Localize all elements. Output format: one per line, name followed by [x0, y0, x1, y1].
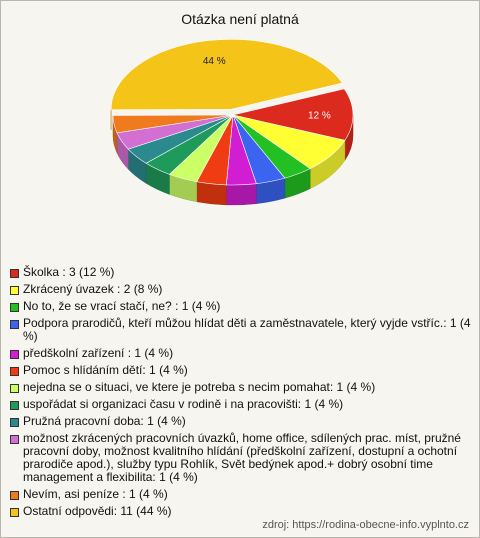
legend-item — [10, 283, 472, 296]
legend-swatch — [10, 508, 19, 517]
legend-label: předškolní zařízení : 1 (4 %) — [23, 346, 174, 360]
legend-item — [10, 381, 472, 394]
legend-swatch — [10, 269, 19, 278]
pie-percent-label: 12 % — [307, 110, 331, 122]
legend-label: možnost zkrácených pracovních úvazků, home office, sdílených prac. míst, pružné pracovní doby, možnost kvalitního hlídání (předškolní zařízení, dostupní a ochotní prarodiče apod.), služby typu Rohlík, Svět bedýnek apod.+ dobrý osobní time management a flexibilita: 1 (4 %) — [23, 431, 461, 484]
legend-item — [10, 415, 472, 428]
legend-label: Pružná pracovní doba: 1 (4 %) — [23, 414, 186, 428]
legend-swatch — [10, 286, 19, 295]
legend-swatch — [10, 418, 19, 427]
legend-swatch — [10, 491, 19, 500]
chart-title: Otázka není platná — [181, 11, 299, 27]
legend-label: Školka : 3 (12 %) — [23, 265, 115, 279]
legend-label: Zkrácený úvazek : 2 (8 %) — [23, 282, 163, 296]
legend-item — [10, 488, 472, 501]
legend-swatch — [10, 435, 19, 444]
legend-label: Ostatní odpovědi: 11 (44 %) — [23, 504, 172, 518]
legend-swatch — [10, 320, 19, 329]
pie-percent-label: 44 % — [202, 55, 226, 67]
legend-swatch — [10, 367, 19, 376]
legend-label: Podpora prarodičů, kteří můžou hlídat děti a zaměstnavatele, který vyjde vstříc.: 1 (4 %) — [23, 316, 471, 343]
legend-swatch — [10, 350, 19, 359]
legend-label: nejedna se o situaci, ve ktere je potreba s necim pomahat: 1 (4 %) — [23, 380, 376, 394]
legend-item — [10, 505, 472, 518]
legend-swatch — [10, 303, 19, 312]
legend-item — [10, 317, 472, 343]
legend — [10, 266, 472, 522]
legend-label: Nevím, asi peníze : 1 (4 %) — [23, 487, 168, 501]
pie-slice-side — [226, 184, 256, 205]
legend-item — [10, 347, 472, 360]
legend-swatch — [10, 384, 19, 393]
source-text: zdroj: https://rodina-obecne-info.vyplnto.cz — [262, 519, 469, 531]
legend-item — [10, 266, 472, 279]
legend-label: Pomoc s hlídáním dětí: 1 (4 %) — [23, 363, 188, 377]
legend-item — [10, 300, 472, 313]
legend-item — [10, 364, 472, 377]
legend-label: No to, že se vrací stačí, ne? : 1 (4 %) — [23, 299, 221, 313]
pie-slice-side — [197, 182, 227, 205]
legend-item — [10, 432, 472, 484]
legend-swatch — [10, 401, 19, 410]
legend-label: uspořádat si organizaci času v rodině i na pracovišti: 1 (4 %) — [23, 397, 344, 411]
legend-item — [10, 398, 472, 411]
pie-chart — [1, 33, 479, 233]
